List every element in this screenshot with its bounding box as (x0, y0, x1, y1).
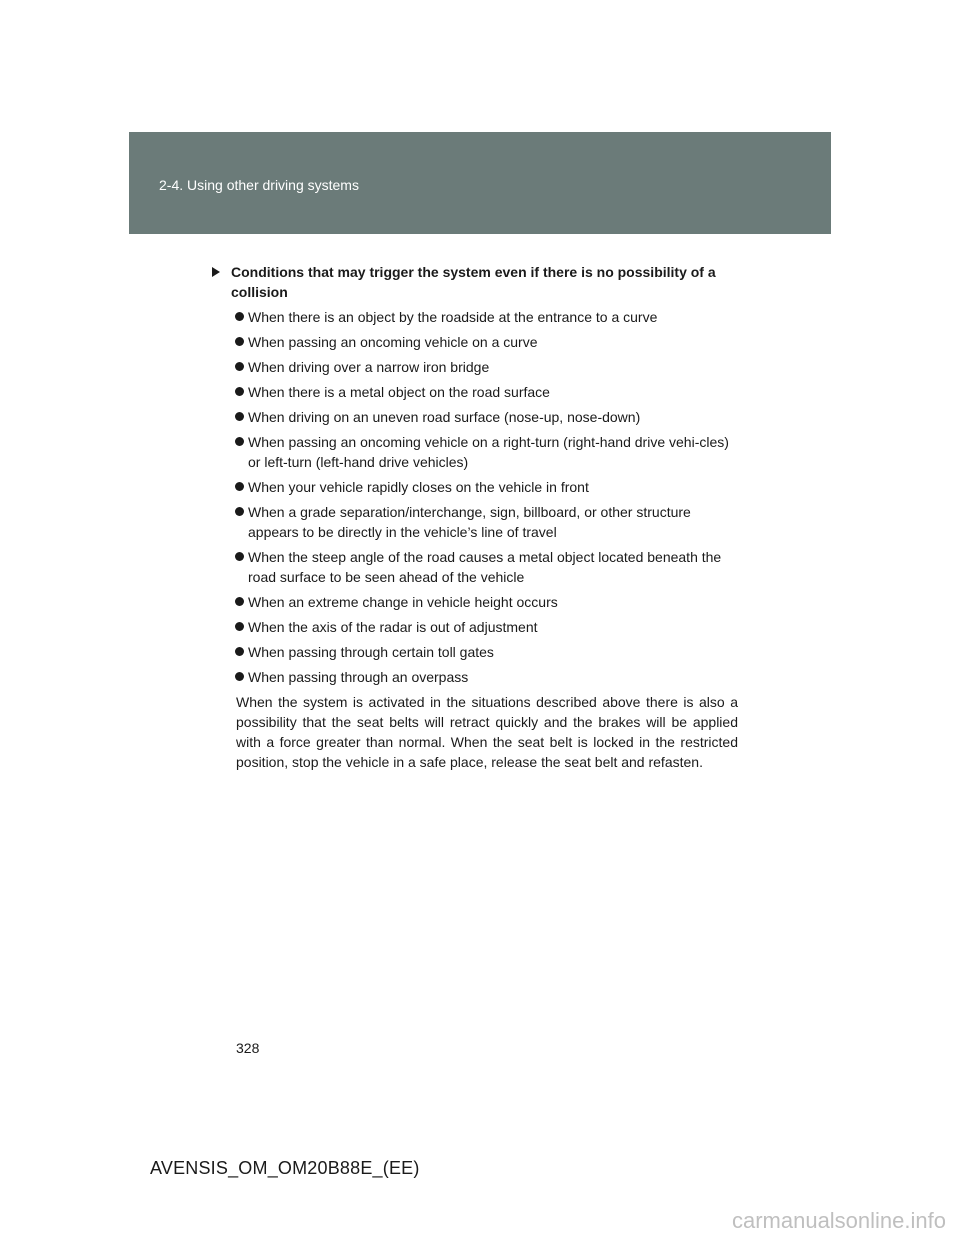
header-band (129, 132, 831, 234)
bullet-dot-icon (235, 647, 244, 656)
list-item-text: When passing an oncoming vehicle on a curve (248, 334, 538, 350)
list-item (236, 382, 738, 402)
bullet-dot-icon (235, 437, 244, 446)
list-item (236, 432, 738, 472)
list-item-text: When driving on an uneven road surface (nose-up, nose-down) (248, 409, 641, 425)
list-item (236, 407, 738, 427)
list-item (236, 667, 738, 687)
bullet-dot-icon (235, 387, 244, 396)
list-item-text: When there is an object by the roadside at the entrance to a curve (248, 309, 658, 325)
triangle-bullet-icon (212, 262, 223, 302)
list-item (236, 477, 738, 497)
bullet-dot-icon (235, 622, 244, 631)
list-item-text: When driving over a narrow iron bridge (248, 359, 490, 375)
list-item (236, 357, 738, 377)
list-item (236, 307, 738, 327)
bullet-dot-icon (235, 312, 244, 321)
list-item-text: When an extreme change in vehicle height occurs (248, 594, 558, 610)
list-item-text: When the steep angle of the road causes a metal object located beneath the road surface to be seen ahead of the vehicle (248, 549, 722, 585)
section-title: 2-4. Using other driving systems (159, 177, 359, 193)
heading-text: Conditions that may trigger the system even if there is no possibility of a collision (231, 264, 716, 300)
list-item (236, 642, 738, 662)
page-number: 328 (236, 1040, 260, 1056)
list-item (236, 502, 738, 542)
list-item-text: When passing an oncoming vehicle on a right-turn (right-hand drive vehi-cles) or left-turn (left-hand drive vehicles) (248, 434, 729, 470)
document-code: AVENSIS_OM_OM20B88E_(EE) (150, 1158, 420, 1178)
body-paragraph: When the system is activated in the situations described above there is also a possibility that the seat belts will retract quickly and the brakes will be applied with a force greater than normal. When the seat belt is locked in the restricted position, stop the vehicle in a safe place, release the seat belt and refasten. (236, 694, 738, 770)
list-item (236, 617, 738, 637)
list-item (236, 592, 738, 612)
bullet-dot-icon (235, 412, 244, 421)
bullet-dot-icon (235, 552, 244, 561)
bullet-dot-icon (235, 597, 244, 606)
list-item-text: When there is a metal object on the road surface (248, 384, 550, 400)
bullet-dot-icon (235, 482, 244, 491)
bullet-dot-icon (235, 337, 244, 346)
bullet-dot-icon (235, 362, 244, 371)
page-content (212, 262, 738, 772)
list-item (236, 332, 738, 352)
list-item (236, 547, 738, 587)
list-item-text: When a grade separation/interchange, sign, billboard, or other structure appears to be directly in the vehicle’s line of travel (248, 504, 691, 540)
watermark: carmanualsonline.info (731, 1208, 946, 1233)
list-item-text: When passing through an overpass (248, 669, 469, 685)
list-item-text: When the axis of the radar is out of adjustment (248, 619, 538, 635)
list-item-text: When passing through certain toll gates (248, 644, 494, 660)
section-heading (212, 262, 738, 302)
list-item-text: When your vehicle rapidly closes on the vehicle in front (248, 479, 589, 495)
bullet-list (212, 307, 738, 687)
bullet-dot-icon (235, 507, 244, 516)
bullet-dot-icon (235, 672, 244, 681)
